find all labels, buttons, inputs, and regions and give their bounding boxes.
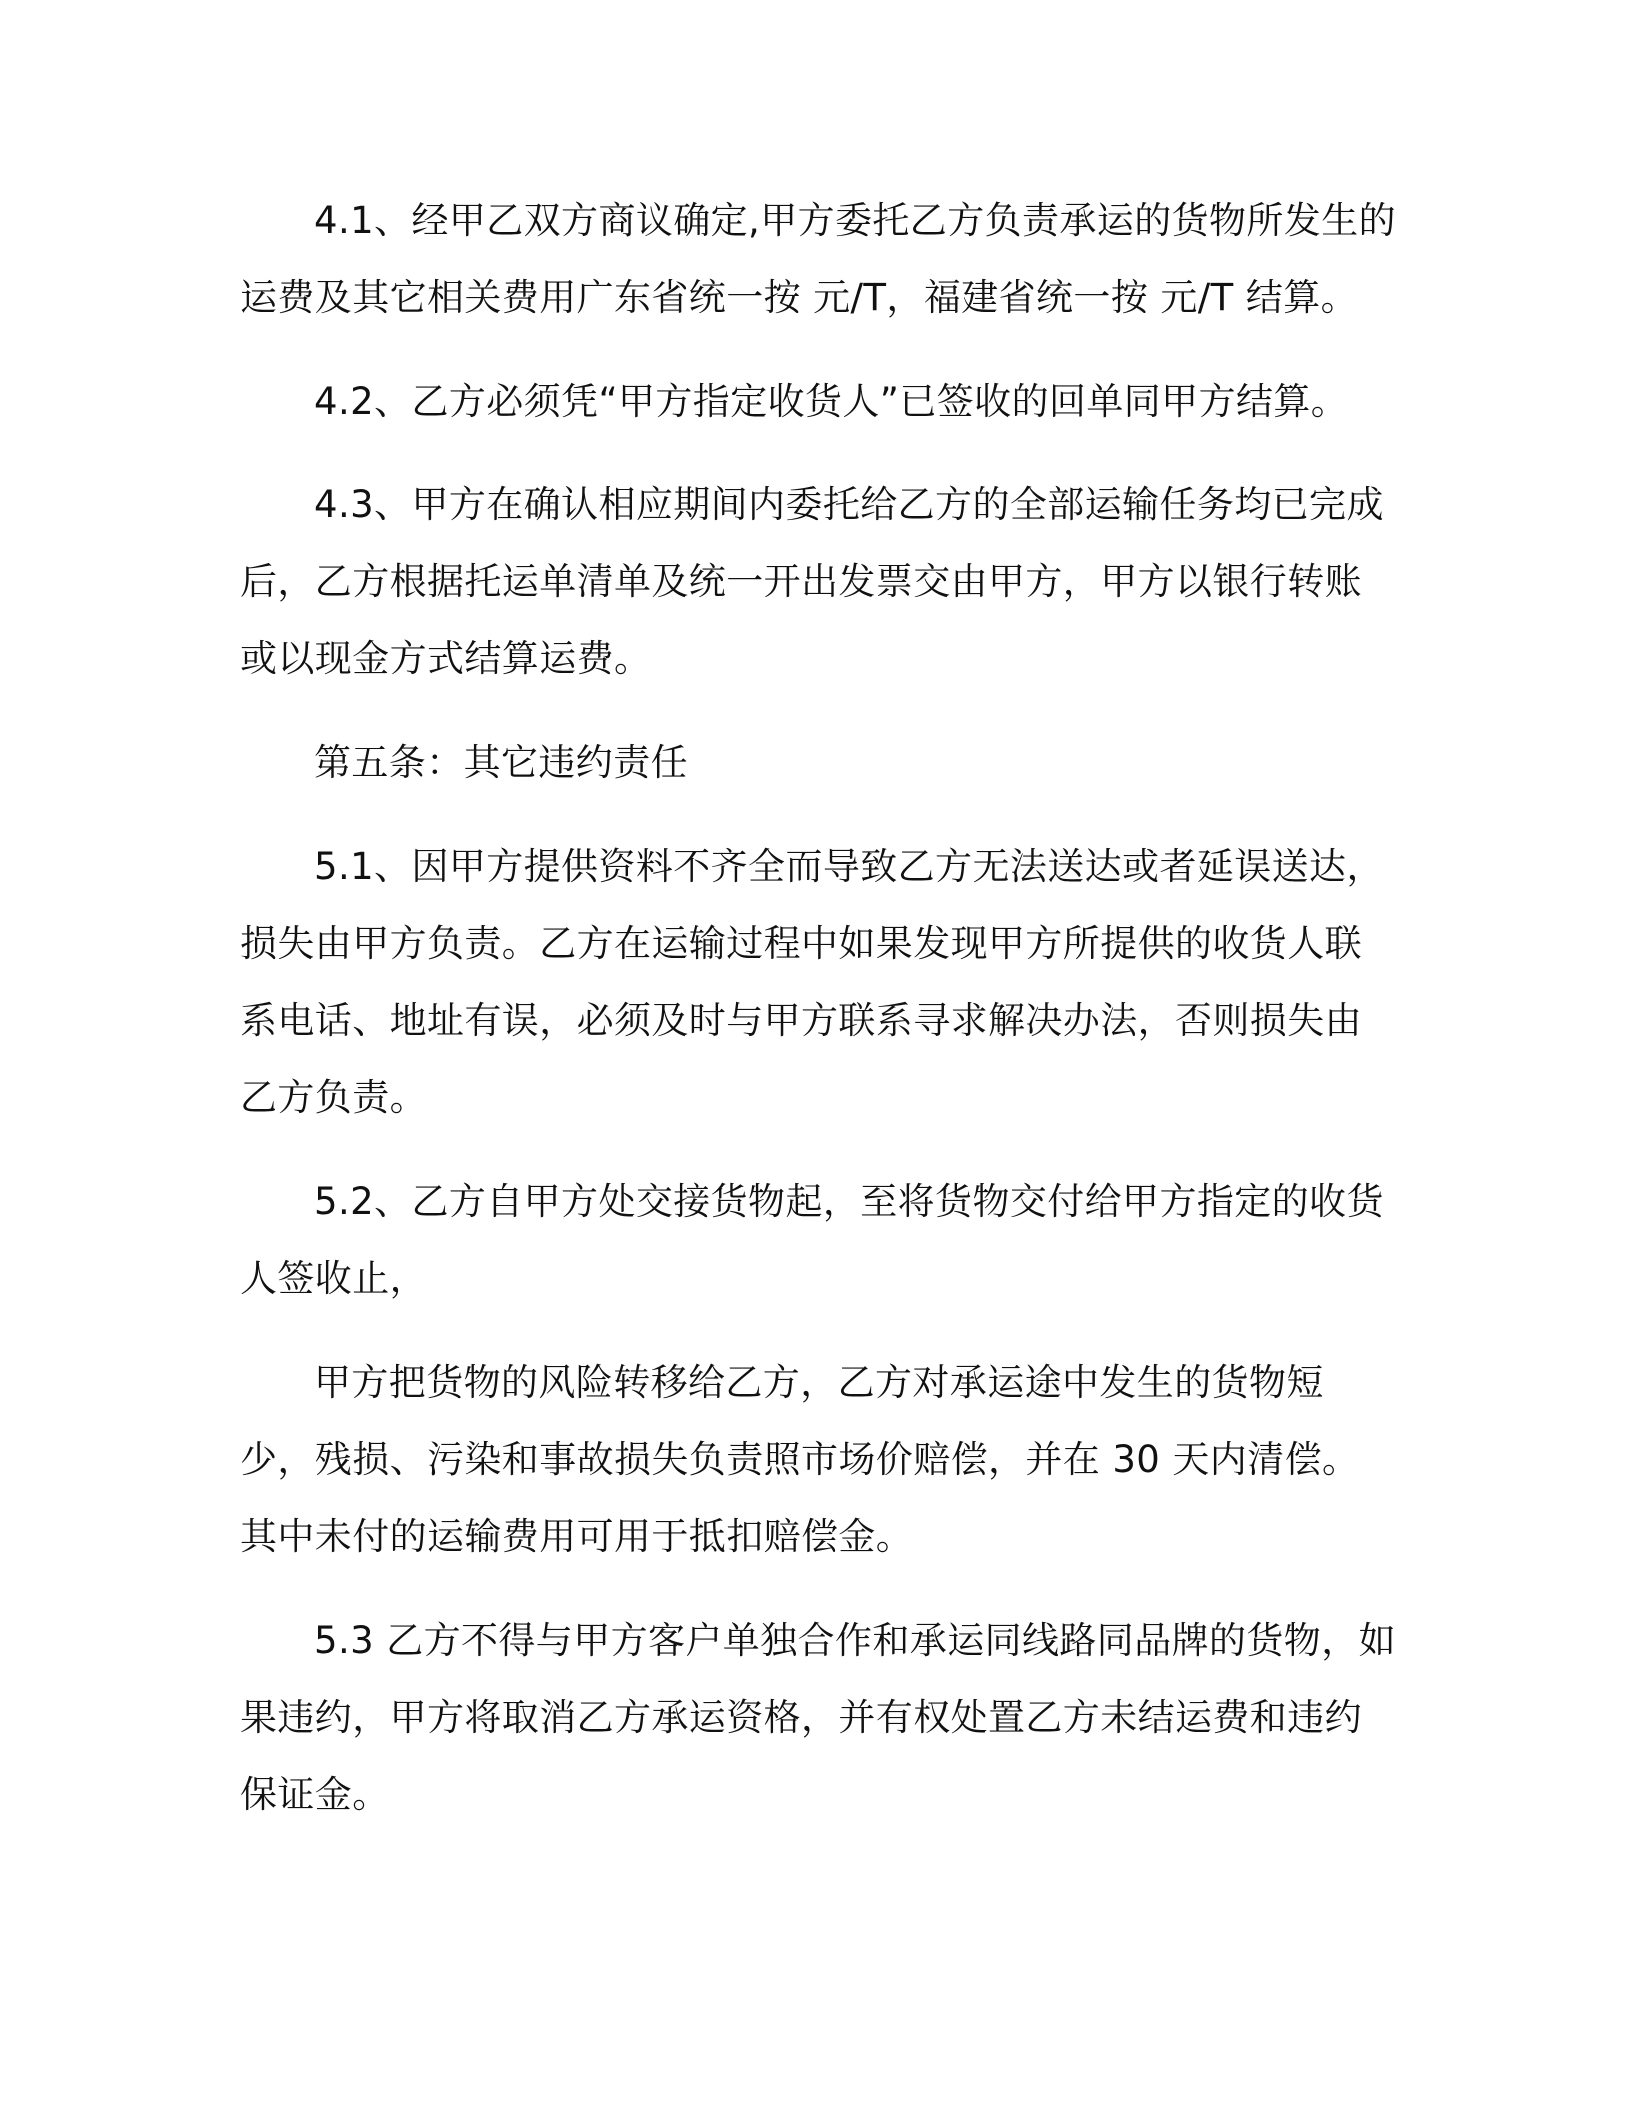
paragraph-5-3: 5.3 乙方不得与甲方客户单独合作和承运同线路同品牌的货物，如果违约，甲方将取消乙方承运资格，并有权处置乙方未结运费和违约保证金。 <box>240 1619 1397 1816</box>
paragraph-5-1: 5.1、因甲方提供资料不齐全而导致乙方无法送达或者延误送达，损失由甲方负责。乙方在运输过程中如果发现甲方所提供的收货人联系电话、地址有误，必须及时与甲方联系寻求解决办法，否则损失由乙方负责。 <box>240 845 1384 1119</box>
section-heading-article-5: 第五条：其它违约责任 <box>314 741 688 784</box>
paragraph-4-1: 4.1、经甲乙双方商议确定,甲方委托乙方负责承运的货物所发生的运费及其它相关费用广东省统一按 元/T，福建省统一按 元/T 结算。 <box>240 199 1397 319</box>
paragraph-4-3: 4.3、甲方在确认相应期间内委托给乙方的全部运输任务均已完成后，乙方根据托运单清单及统一开出发票交由甲方，甲方以银行转账或以现金方式结算运费。 <box>240 483 1384 680</box>
paragraph-4-2: 4.2、乙方必须凭“甲方指定收货人”已签收的回单同甲方结算。 <box>314 380 1349 423</box>
paragraph-5-2-continued: 甲方把货物的风险转移给乙方，乙方对承运途中发生的货物短少，残损、污染和事故损失负责照市场价赔偿，并在 30 天内清偿。其中未付的运输费用可用于抵扣赔偿金。 <box>240 1361 1360 1558</box>
document-body <box>240 182 1396 1833</box>
paragraph-5-2: 5.2、乙方自甲方处交接货物起，至将货物交付给甲方指定的收货人签收止， <box>240 1180 1384 1300</box>
